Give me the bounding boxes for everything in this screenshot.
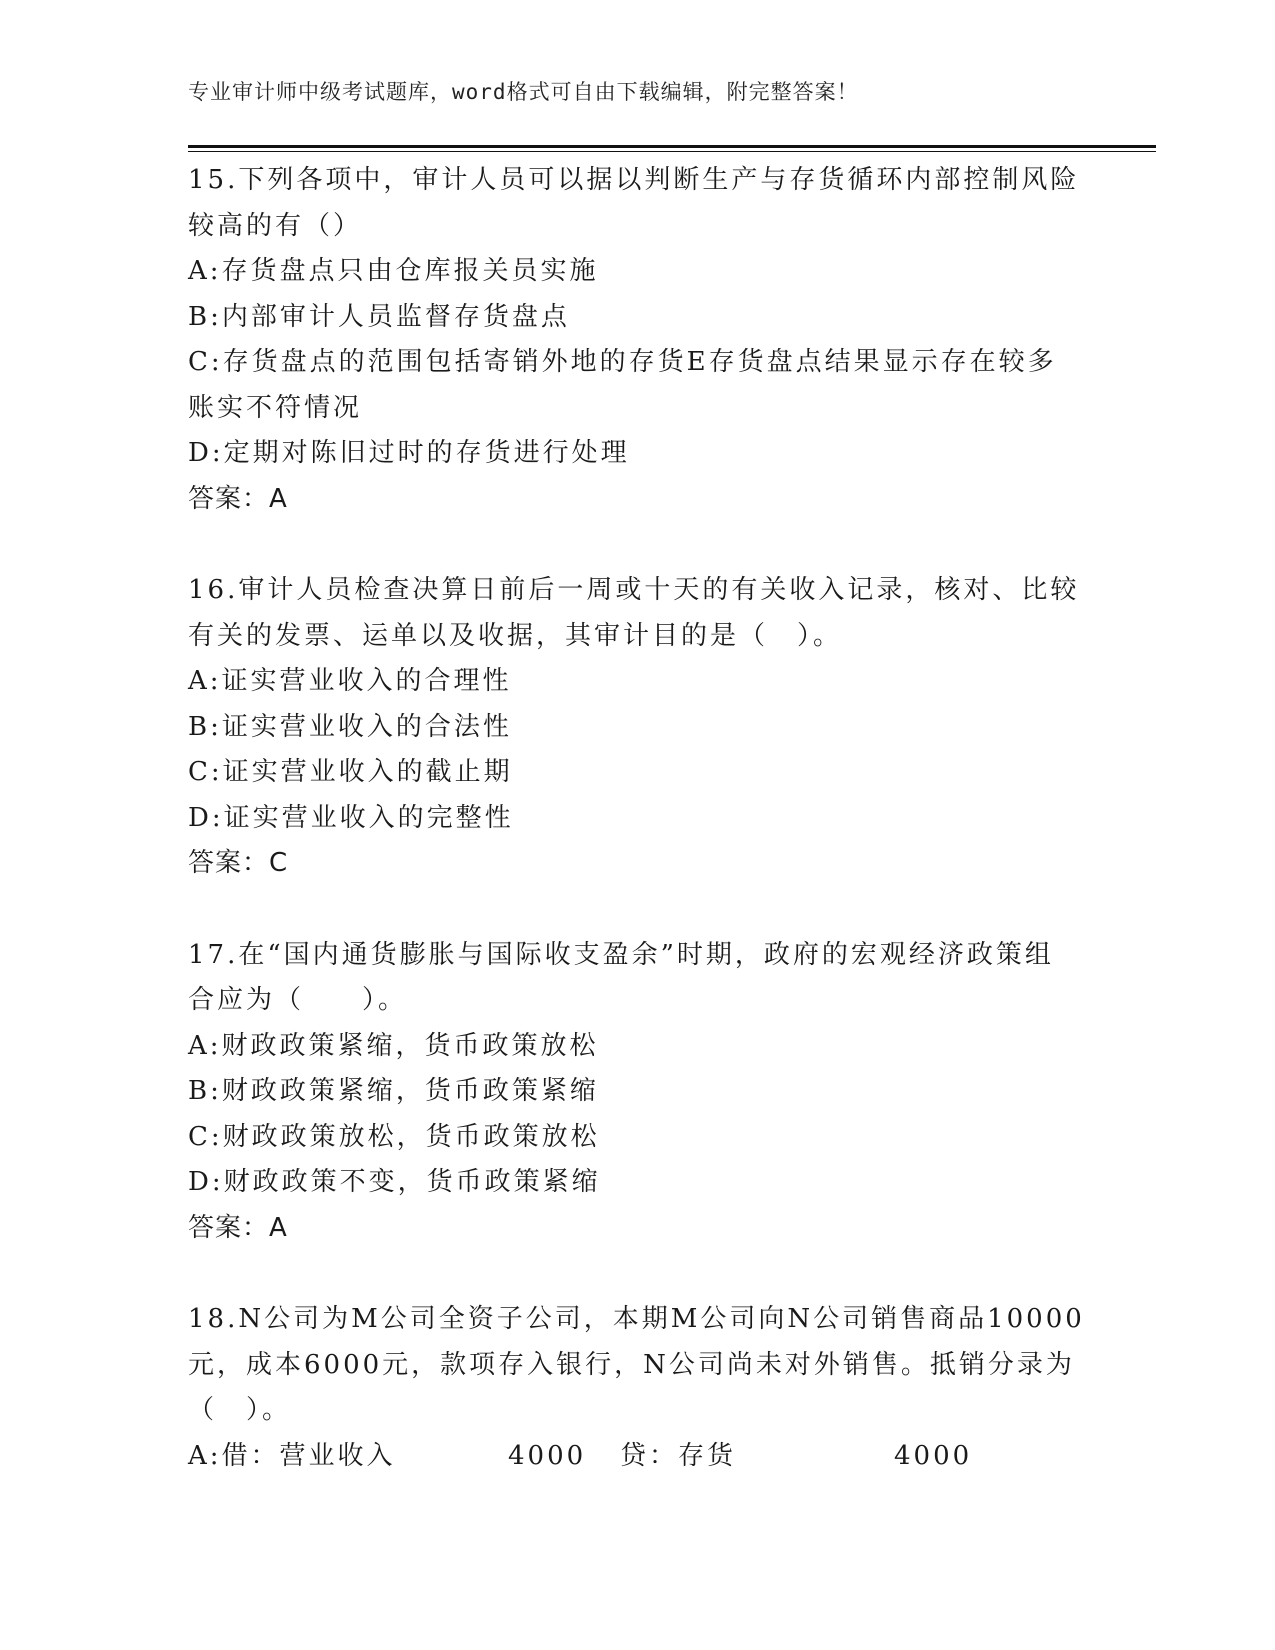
debit-amount: 4000 (508, 1440, 587, 1471)
answer: 答案：A (188, 1212, 288, 1243)
option-c: C:财政政策放松，货币政策放松 (188, 1121, 600, 1152)
page-header: 专业审计师中级考试题库，word格式可自由下载编辑，附完整答案！ (188, 80, 859, 104)
question-list (188, 158, 1088, 1480)
option-d: D:证实营业收入的完整性 (188, 802, 514, 833)
option-c: C:存货盘点的范围包括寄销外地的存货E存货盘点结果显示存在较多 (188, 347, 1057, 377)
question-17 (188, 933, 1088, 1252)
question-stem: 有关的发票、运单以及收据，其审计目的是（ ）。 (188, 620, 843, 651)
option-b: B:内部审计人员监督存货盘点 (188, 301, 570, 332)
question-15 (188, 158, 1088, 522)
option-c: C:证实营业收入的截止期 (188, 757, 513, 787)
question-stem: 较高的有（） (188, 210, 363, 241)
answer: 答案：A (188, 483, 288, 514)
question-stem: 合应为（ ）。 (188, 985, 408, 1015)
option-c-cont: 账实不符情况 (188, 392, 363, 423)
header-rule-thick (188, 145, 1156, 148)
option-b: B:证实营业收入的合法性 (188, 711, 512, 742)
question-stem: （ ）。 (188, 1395, 292, 1425)
option-a: A:证实营业收入的合理性 (188, 666, 512, 696)
question-stem: 18.N公司为M公司全资子公司，本期M公司向N公司销售商品10000 (188, 1304, 1085, 1334)
question-stem: 17.在“国内通货膨胀与国际收支盈余”时期，政府的宏观经济政策组 (188, 939, 1054, 970)
credit-label: 贷：存货 (620, 1440, 737, 1471)
debit-label: A:借：营业收入 (188, 1440, 396, 1471)
question-16 (188, 568, 1088, 887)
question-stem: 15.下列各项中，审计人员可以据以判断生产与存货循环内部控制风险 (188, 165, 1080, 195)
question-18 (188, 1297, 1088, 1471)
option-a: A:存货盘点只由仓库报关员实施 (188, 256, 599, 286)
question-stem: 元，成本6000元，款项存入银行，N公司尚未对外销售。抵销分录为 (188, 1349, 1075, 1380)
answer: 答案：C (188, 848, 289, 878)
option-d: D:财政政策不变，货币政策紧缩 (188, 1167, 601, 1197)
header-rule-thin (188, 151, 1156, 152)
option-b: B:财政政策紧缩，货币政策紧缩 (188, 1076, 599, 1106)
credit-amount: 4000 (894, 1440, 973, 1471)
option-a: A:财政政策紧缩，货币政策放松 (188, 1030, 599, 1061)
option-d: D:定期对陈旧过时的存货进行处理 (188, 438, 630, 468)
question-stem: 16.审计人员检查决算日前后一周或十天的有关收入记录，核对、比较 (188, 575, 1080, 605)
